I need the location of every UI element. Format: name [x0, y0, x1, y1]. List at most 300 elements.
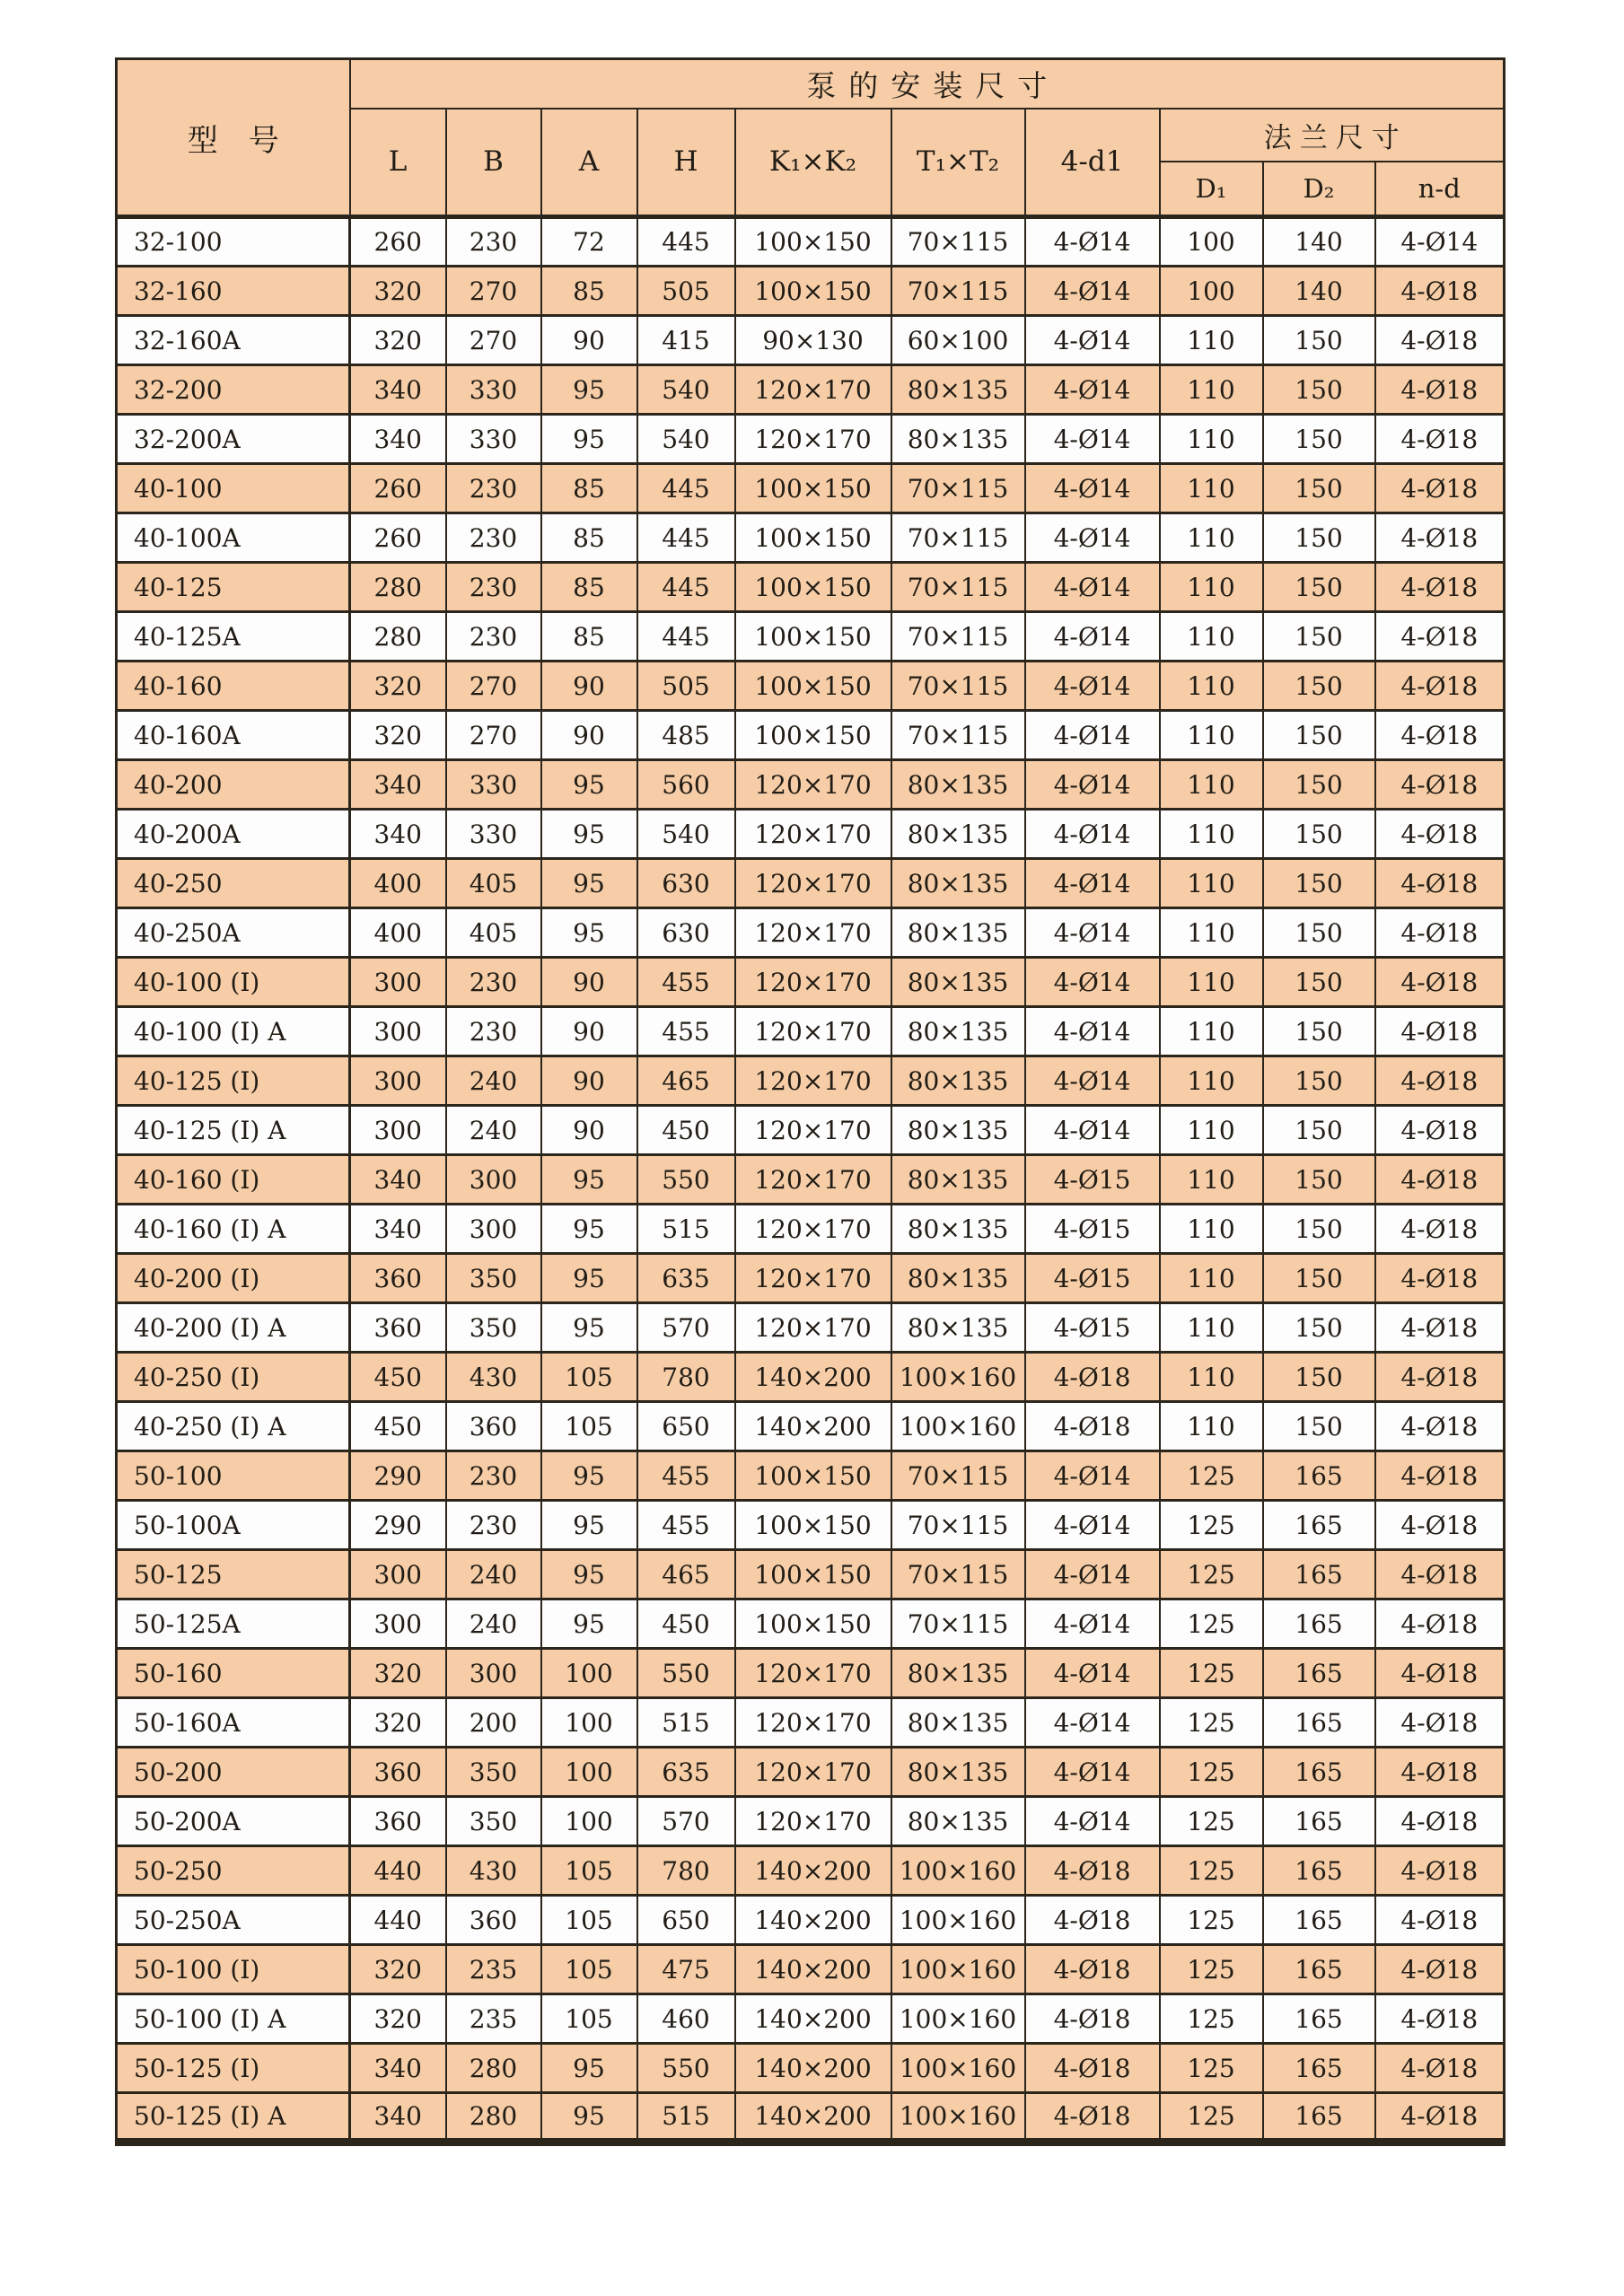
model-cell: 40-100 (I)	[117, 958, 350, 1007]
cell-n-d: 4-Ø18	[1375, 1599, 1505, 1649]
cell-L: 340	[350, 2044, 446, 2093]
cell-H: 485	[637, 711, 735, 760]
cell-B: 350	[446, 1797, 541, 1846]
cell-K1xK2: 100×150	[735, 1550, 891, 1599]
cell-4-d1: 4-Ø14	[1025, 1007, 1160, 1056]
cell-n-d: 4-Ø18	[1375, 415, 1505, 464]
cell-A: 95	[541, 1254, 637, 1303]
cell-L: 450	[350, 1353, 446, 1402]
cell-n-d: 4-Ø18	[1375, 316, 1505, 365]
cell-H: 450	[637, 1599, 735, 1649]
model-cell: 40-200A	[117, 810, 350, 859]
table-row	[117, 316, 1505, 365]
cell-H: 475	[637, 1945, 735, 1994]
cell-D1: 125	[1160, 1945, 1263, 1994]
cell-D1: 110	[1160, 1402, 1263, 1451]
cell-A: 105	[541, 1896, 637, 1945]
cell-T1xT2: 100×160	[891, 1846, 1025, 1896]
cell-T1xT2: 70×115	[891, 662, 1025, 711]
cell-n-d: 4-Ø18	[1375, 1748, 1505, 1797]
cell-A: 85	[541, 267, 637, 316]
cell-D1: 125	[1160, 1649, 1263, 1698]
model-cell: 32-200A	[117, 415, 350, 464]
cell-K1xK2: 100×150	[735, 612, 891, 662]
cell-n-d: 4-Ø18	[1375, 1402, 1505, 1451]
cell-B: 330	[446, 760, 541, 810]
cell-L: 300	[350, 1599, 446, 1649]
cell-D1: 125	[1160, 1896, 1263, 1945]
model-cell: 40-100	[117, 464, 350, 513]
cell-T1xT2: 80×135	[891, 810, 1025, 859]
cell-B: 230	[446, 464, 541, 513]
cell-D1: 110	[1160, 662, 1263, 711]
cell-n-d: 4-Ø18	[1375, 267, 1505, 316]
cell-B: 230	[446, 563, 541, 612]
cell-D2: 150	[1263, 908, 1375, 958]
cell-n-d: 4-Ø18	[1375, 859, 1505, 908]
cell-B: 360	[446, 1402, 541, 1451]
cell-D1: 110	[1160, 464, 1263, 513]
cell-D1: 125	[1160, 1797, 1263, 1846]
col-header-L: L	[350, 109, 446, 217]
model-cell: 40-160A	[117, 711, 350, 760]
cell-B: 300	[446, 1649, 541, 1698]
col-header-D2: D₂	[1263, 162, 1375, 217]
cell-K1xK2: 100×150	[735, 662, 891, 711]
cell-L: 320	[350, 1945, 446, 1994]
cell-D2: 150	[1263, 859, 1375, 908]
cell-4-d1: 4-Ø18	[1025, 2044, 1160, 2093]
cell-A: 100	[541, 1797, 637, 1846]
cell-K1xK2: 140×200	[735, 1402, 891, 1451]
cell-H: 515	[637, 1205, 735, 1254]
cell-H: 455	[637, 1501, 735, 1550]
cell-K1xK2: 140×200	[735, 2093, 891, 2143]
cell-4-d1: 4-Ø15	[1025, 1254, 1160, 1303]
cell-K1xK2: 140×200	[735, 1896, 891, 1945]
table-row	[117, 1994, 1505, 2044]
cell-H: 550	[637, 1155, 735, 1205]
cell-B: 230	[446, 1007, 541, 1056]
cell-4-d1: 4-Ø18	[1025, 1945, 1160, 1994]
cell-T1xT2: 80×135	[891, 958, 1025, 1007]
cell-K1xK2: 100×150	[735, 217, 891, 267]
cell-H: 550	[637, 1649, 735, 1698]
cell-T1xT2: 70×115	[891, 217, 1025, 267]
col-header-4-d1: 4-d1	[1025, 109, 1160, 217]
cell-T1xT2: 80×135	[891, 859, 1025, 908]
cell-B: 430	[446, 1846, 541, 1896]
cell-T1xT2: 80×135	[891, 415, 1025, 464]
cell-L: 320	[350, 1994, 446, 2044]
cell-H: 445	[637, 217, 735, 267]
col-header-H: H	[637, 109, 735, 217]
cell-4-d1: 4-Ø14	[1025, 859, 1160, 908]
cell-D2: 150	[1263, 1205, 1375, 1254]
cell-D2: 150	[1263, 1254, 1375, 1303]
cell-T1xT2: 80×135	[891, 1649, 1025, 1698]
cell-T1xT2: 80×135	[891, 1303, 1025, 1353]
cell-T1xT2: 100×160	[891, 1994, 1025, 2044]
cell-A: 105	[541, 1945, 637, 1994]
cell-n-d: 4-Ø18	[1375, 365, 1505, 415]
cell-L: 260	[350, 217, 446, 267]
cell-T1xT2: 80×135	[891, 1254, 1025, 1303]
cell-4-d1: 4-Ø14	[1025, 612, 1160, 662]
cell-n-d: 4-Ø18	[1375, 1698, 1505, 1748]
table-row	[117, 1846, 1505, 1896]
model-cell: 50-125 (I) A	[117, 2093, 350, 2143]
cell-H: 540	[637, 810, 735, 859]
cell-D1: 110	[1160, 1106, 1263, 1155]
cell-K1xK2: 120×170	[735, 1254, 891, 1303]
cell-A: 105	[541, 1402, 637, 1451]
cell-K1xK2: 100×150	[735, 1599, 891, 1649]
cell-B: 430	[446, 1353, 541, 1402]
cell-H: 630	[637, 908, 735, 958]
cell-L: 440	[350, 1896, 446, 1945]
cell-A: 72	[541, 217, 637, 267]
cell-K1xK2: 100×150	[735, 1501, 891, 1550]
cell-4-d1: 4-Ø18	[1025, 1846, 1160, 1896]
cell-B: 200	[446, 1698, 541, 1748]
cell-T1xT2: 80×135	[891, 1797, 1025, 1846]
cell-n-d: 4-Ø18	[1375, 1501, 1505, 1550]
cell-4-d1: 4-Ø14	[1025, 1550, 1160, 1599]
cell-A: 85	[541, 513, 637, 563]
cell-4-d1: 4-Ø14	[1025, 662, 1160, 711]
cell-D2: 150	[1263, 1106, 1375, 1155]
cell-D1: 110	[1160, 1353, 1263, 1402]
cell-B: 240	[446, 1550, 541, 1599]
cell-A: 90	[541, 1007, 637, 1056]
model-cell: 50-200	[117, 1748, 350, 1797]
cell-T1xT2: 80×135	[891, 908, 1025, 958]
cell-n-d: 4-Ø18	[1375, 1797, 1505, 1846]
cell-T1xT2: 80×135	[891, 1205, 1025, 1254]
cell-H: 550	[637, 2044, 735, 2093]
cell-n-d: 4-Ø18	[1375, 1155, 1505, 1205]
cell-4-d1: 4-Ø14	[1025, 1748, 1160, 1797]
cell-4-d1: 4-Ø15	[1025, 1303, 1160, 1353]
cell-T1xT2: 60×100	[891, 316, 1025, 365]
cell-B: 350	[446, 1254, 541, 1303]
cell-D2: 165	[1263, 1698, 1375, 1748]
cell-D1: 125	[1160, 1748, 1263, 1797]
model-cell: 40-160 (I)	[117, 1155, 350, 1205]
cell-B: 270	[446, 662, 541, 711]
cell-D2: 150	[1263, 662, 1375, 711]
model-cell: 50-160A	[117, 1698, 350, 1748]
cell-T1xT2: 70×115	[891, 464, 1025, 513]
cell-n-d: 4-Ø18	[1375, 612, 1505, 662]
cell-n-d: 4-Ø18	[1375, 563, 1505, 612]
cell-A: 95	[541, 1451, 637, 1501]
cell-D2: 165	[1263, 1797, 1375, 1846]
model-cell: 50-125 (I)	[117, 2044, 350, 2093]
cell-A: 90	[541, 1106, 637, 1155]
model-cell: 40-200 (I) A	[117, 1303, 350, 1353]
table-row	[117, 267, 1505, 316]
cell-D1: 110	[1160, 1254, 1263, 1303]
table-row	[117, 1451, 1505, 1501]
cell-D1: 100	[1160, 217, 1263, 267]
col-header-A: A	[541, 109, 637, 217]
cell-n-d: 4-Ø18	[1375, 1353, 1505, 1402]
model-cell: 50-200A	[117, 1797, 350, 1846]
cell-D1: 110	[1160, 316, 1263, 365]
cell-n-d: 4-Ø18	[1375, 2093, 1505, 2143]
cell-H: 570	[637, 1797, 735, 1846]
cell-H: 635	[637, 1748, 735, 1797]
model-cell: 50-100 (I)	[117, 1945, 350, 1994]
cell-D1: 125	[1160, 1698, 1263, 1748]
cell-B: 230	[446, 1501, 541, 1550]
cell-D1: 110	[1160, 1205, 1263, 1254]
cell-H: 455	[637, 1451, 735, 1501]
cell-4-d1: 4-Ø14	[1025, 464, 1160, 513]
cell-A: 95	[541, 2044, 637, 2093]
cell-L: 340	[350, 415, 446, 464]
cell-n-d: 4-Ø18	[1375, 513, 1505, 563]
cell-A: 90	[541, 316, 637, 365]
cell-B: 330	[446, 365, 541, 415]
cell-B: 405	[446, 859, 541, 908]
model-cell: 50-100 (I) A	[117, 1994, 350, 2044]
cell-T1xT2: 80×135	[891, 365, 1025, 415]
model-cell: 40-200	[117, 760, 350, 810]
cell-D1: 125	[1160, 1451, 1263, 1501]
cell-L: 260	[350, 464, 446, 513]
table-row	[117, 513, 1505, 563]
cell-T1xT2: 70×115	[891, 711, 1025, 760]
cell-4-d1: 4-Ø18	[1025, 1353, 1160, 1402]
cell-B: 270	[446, 316, 541, 365]
table-row	[117, 2093, 1505, 2143]
table-row	[117, 563, 1505, 612]
cell-L: 320	[350, 711, 446, 760]
cell-B: 270	[446, 267, 541, 316]
cell-D1: 110	[1160, 1303, 1263, 1353]
cell-A: 95	[541, 1303, 637, 1353]
cell-D1: 125	[1160, 2093, 1263, 2143]
cell-L: 340	[350, 2093, 446, 2143]
cell-D2: 150	[1263, 711, 1375, 760]
cell-D2: 150	[1263, 563, 1375, 612]
cell-4-d1: 4-Ø14	[1025, 1797, 1160, 1846]
cell-D2: 150	[1263, 464, 1375, 513]
table-row	[117, 810, 1505, 859]
cell-T1xT2: 70×115	[891, 1501, 1025, 1550]
flange-dimensions-header: 法兰尺寸	[1160, 109, 1505, 162]
cell-B: 405	[446, 908, 541, 958]
cell-B: 360	[446, 1896, 541, 1945]
cell-H: 780	[637, 1353, 735, 1402]
cell-A: 95	[541, 365, 637, 415]
cell-n-d: 4-Ø18	[1375, 1254, 1505, 1303]
install-dimensions-header: 泵的安装尺寸	[350, 59, 1505, 109]
cell-D2: 150	[1263, 612, 1375, 662]
cell-T1xT2: 100×160	[891, 1945, 1025, 1994]
cell-D1: 125	[1160, 1846, 1263, 1896]
cell-4-d1: 4-Ø14	[1025, 1649, 1160, 1698]
cell-K1xK2: 140×200	[735, 2044, 891, 2093]
table-row	[117, 662, 1505, 711]
model-cell: 40-250 (I) A	[117, 1402, 350, 1451]
cell-4-d1: 4-Ø14	[1025, 958, 1160, 1007]
cell-K1xK2: 120×170	[735, 1797, 891, 1846]
cell-D1: 110	[1160, 760, 1263, 810]
cell-K1xK2: 140×200	[735, 1353, 891, 1402]
cell-L: 320	[350, 662, 446, 711]
model-cell: 50-125A	[117, 1599, 350, 1649]
table-row	[117, 1254, 1505, 1303]
cell-D1: 125	[1160, 1994, 1263, 2044]
cell-4-d1: 4-Ø14	[1025, 1698, 1160, 1748]
cell-T1xT2: 80×135	[891, 760, 1025, 810]
cell-H: 540	[637, 365, 735, 415]
cell-D2: 150	[1263, 513, 1375, 563]
cell-A: 100	[541, 1748, 637, 1797]
cell-D2: 150	[1263, 1155, 1375, 1205]
table-row	[117, 760, 1505, 810]
cell-B: 280	[446, 2044, 541, 2093]
cell-4-d1: 4-Ø14	[1025, 513, 1160, 563]
cell-n-d: 4-Ø18	[1375, 1945, 1505, 1994]
cell-T1xT2: 70×115	[891, 513, 1025, 563]
cell-D2: 150	[1263, 1402, 1375, 1451]
cell-D1: 110	[1160, 1007, 1263, 1056]
cell-T1xT2: 100×160	[891, 1402, 1025, 1451]
cell-A: 95	[541, 2093, 637, 2143]
cell-B: 330	[446, 810, 541, 859]
cell-D1: 110	[1160, 1155, 1263, 1205]
cell-T1xT2: 80×135	[891, 1698, 1025, 1748]
cell-D2: 165	[1263, 1945, 1375, 1994]
model-cell: 32-160A	[117, 316, 350, 365]
cell-A: 90	[541, 958, 637, 1007]
cell-4-d1: 4-Ø14	[1025, 563, 1160, 612]
col-header-K1xK2: K₁×K₂	[735, 109, 891, 217]
table-row	[117, 1303, 1505, 1353]
cell-K1xK2: 120×170	[735, 810, 891, 859]
cell-B: 270	[446, 711, 541, 760]
cell-n-d: 4-Ø18	[1375, 1451, 1505, 1501]
cell-4-d1: 4-Ø14	[1025, 760, 1160, 810]
cell-4-d1: 4-Ø14	[1025, 316, 1160, 365]
cell-B: 300	[446, 1155, 541, 1205]
cell-H: 455	[637, 1007, 735, 1056]
cell-A: 95	[541, 415, 637, 464]
model-cell: 50-100	[117, 1451, 350, 1501]
table-row	[117, 1155, 1505, 1205]
cell-n-d: 4-Ø18	[1375, 2044, 1505, 2093]
model-cell: 50-250A	[117, 1896, 350, 1945]
cell-D2: 150	[1263, 1303, 1375, 1353]
cell-L: 260	[350, 513, 446, 563]
cell-H: 450	[637, 1106, 735, 1155]
cell-B: 330	[446, 415, 541, 464]
cell-B: 300	[446, 1205, 541, 1254]
model-cell: 40-125A	[117, 612, 350, 662]
table-row	[117, 415, 1505, 464]
cell-A: 95	[541, 1599, 637, 1649]
cell-D2: 150	[1263, 1056, 1375, 1106]
cell-4-d1: 4-Ø14	[1025, 908, 1160, 958]
table-row	[117, 2044, 1505, 2093]
cell-4-d1: 4-Ø18	[1025, 2093, 1160, 2143]
cell-A: 85	[541, 612, 637, 662]
cell-K1xK2: 140×200	[735, 1945, 891, 1994]
cell-H: 415	[637, 316, 735, 365]
cell-D2: 165	[1263, 1451, 1375, 1501]
cell-L: 400	[350, 859, 446, 908]
cell-4-d1: 4-Ø14	[1025, 217, 1160, 267]
table-row	[117, 1501, 1505, 1550]
pump-dimensions-table	[115, 57, 1505, 2146]
cell-A: 95	[541, 908, 637, 958]
cell-L: 440	[350, 1846, 446, 1896]
model-cell: 50-250	[117, 1846, 350, 1896]
cell-H: 635	[637, 1254, 735, 1303]
cell-K1xK2: 120×170	[735, 1056, 891, 1106]
cell-n-d: 4-Ø18	[1375, 810, 1505, 859]
cell-H: 445	[637, 563, 735, 612]
table-row	[117, 711, 1505, 760]
cell-H: 630	[637, 859, 735, 908]
model-cell: 32-100	[117, 217, 350, 267]
cell-L: 400	[350, 908, 446, 958]
model-cell: 40-100 (I) A	[117, 1007, 350, 1056]
cell-L: 360	[350, 1303, 446, 1353]
table-row	[117, 1649, 1505, 1698]
cell-H: 780	[637, 1846, 735, 1896]
cell-B: 240	[446, 1599, 541, 1649]
table-row	[117, 217, 1505, 267]
cell-H: 650	[637, 1402, 735, 1451]
cell-L: 320	[350, 267, 446, 316]
cell-A: 95	[541, 810, 637, 859]
cell-D2: 165	[1263, 2093, 1375, 2143]
cell-A: 95	[541, 760, 637, 810]
cell-B: 235	[446, 1945, 541, 1994]
cell-K1xK2: 120×170	[735, 1007, 891, 1056]
table-row	[117, 1056, 1505, 1106]
cell-D1: 110	[1160, 958, 1263, 1007]
cell-T1xT2: 80×135	[891, 1155, 1025, 1205]
cell-D1: 110	[1160, 612, 1263, 662]
cell-T1xT2: 80×135	[891, 1748, 1025, 1797]
table-row	[117, 1106, 1505, 1155]
cell-A: 95	[541, 1205, 637, 1254]
cell-L: 360	[350, 1797, 446, 1846]
table-row	[117, 1205, 1505, 1254]
cell-4-d1: 4-Ø15	[1025, 1155, 1160, 1205]
table-row	[117, 464, 1505, 513]
cell-4-d1: 4-Ø14	[1025, 267, 1160, 316]
cell-A: 95	[541, 1501, 637, 1550]
cell-D2: 165	[1263, 1599, 1375, 1649]
cell-D1: 110	[1160, 513, 1263, 563]
cell-D1: 110	[1160, 908, 1263, 958]
cell-B: 350	[446, 1748, 541, 1797]
cell-n-d: 4-Ø18	[1375, 1106, 1505, 1155]
cell-4-d1: 4-Ø18	[1025, 1994, 1160, 2044]
cell-n-d: 4-Ø18	[1375, 1303, 1505, 1353]
model-cell: 40-125	[117, 563, 350, 612]
cell-4-d1: 4-Ø18	[1025, 1402, 1160, 1451]
cell-D2: 150	[1263, 415, 1375, 464]
